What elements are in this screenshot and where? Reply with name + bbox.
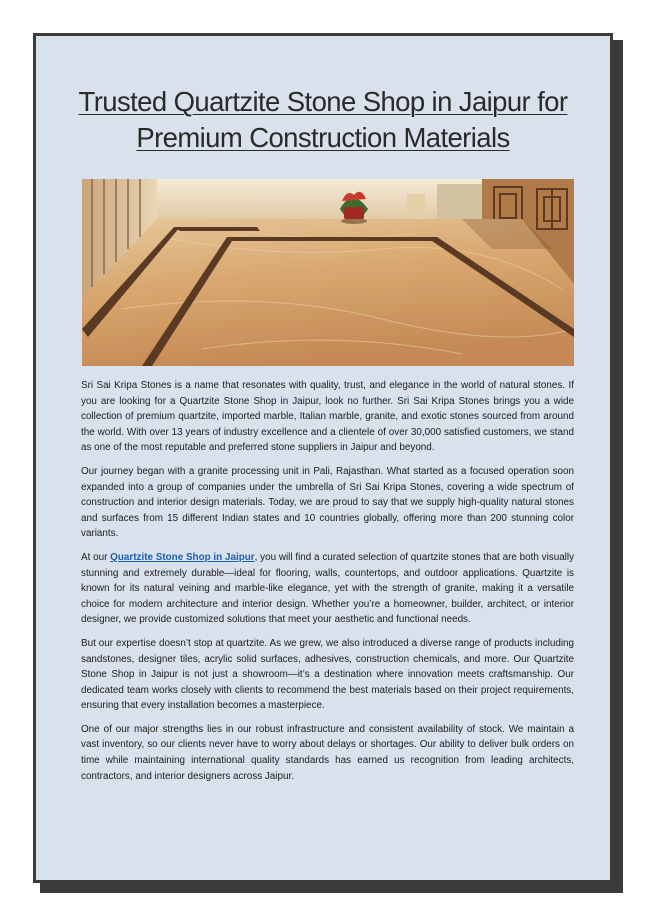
- title-line-2: Premium Construction Materials: [136, 122, 510, 153]
- document-page: [33, 33, 613, 883]
- paragraph-journey: Our journey began with a granite processing unit in Pali, Rajasthan. What started as a focused operation soon expanded into a group of companies under the umbrella of Sri Sai Kripa Stones, covering a wide spectrum of construction and interior design materials. Today, we are proud to say that we supply high-quality natural stones and surfaces from 15 different Indian states and 10 countries globally, offering more than 200 stunning color variants.: [81, 465, 574, 540]
- quartzite-shop-link[interactable]: Quartzite Stone Shop in Jaipur: [110, 551, 255, 563]
- page-title: [36, 84, 610, 156]
- paragraph-shop-rest: , you will find a curated selection of quartzite stones that are both visually stunning and extremely durable—ideal for flooring, walls, countertops, and outdoor applications. Quartzite is known for its natural veining and marble-like elegance, yet with the strength of granite, making it a versatile choice for modern architecture and interior design. Whether you’re a homeowner, builder, architect, or interior designer, we provide customized solutions that meet your aesthetic and functional needs.: [81, 551, 575, 626]
- paragraph-shop-lead: At our: [81, 551, 111, 563]
- hero-image: [82, 179, 574, 366]
- body-text: [81, 378, 574, 792]
- title-line-1: Trusted Quartzite Stone Shop in Jaipur for: [78, 86, 568, 117]
- paragraph-intro: Sri Sai Kripa Stones is a name that resonates with quality, trust, and elegance in the world of natural stones. If you are looking for a Quartzite Stone Shop in Jaipur, look no further. Sri Sai Kripa Stones brings you a wide collection of premium quartzite, imported marble, Italian marble, granite, and exotic stones sourced from around the world. With over 13 years of industry excellence and a clientele of over 30,000 satisfied customers, we stand as one of the most reputable and preferred stone suppliers in Jaipur and beyond.: [81, 380, 574, 454]
- paragraph-shop: [81, 550, 574, 628]
- paragraph-expertise: But our expertise doesn’t stop at quartzite. As we grew, we also introduced a diverse range of products including sandstones, designer tiles, acrylic solid surfaces, adhesives, construction chemicals, and more. Our Quartzite Stone Shop in Jaipur is not just a showroom—it’s a destination where innovation meets craftsmanship. Our dedicated team works closely with clients to recommend the best materials based on their project requirements, ensuring that every installation becomes a masterpiece.: [81, 637, 574, 712]
- paragraph-strengths: One of our major strengths lies in our robust infrastructure and consistent availability of stock. We maintain a vast inventory, so our clients never have to worry about delays or shortages. Our ability to deliver bulk orders on time while maintaining international quality standards has earned us recognition from leading architects, contractors, and interior designers across Jaipur.: [81, 723, 574, 782]
